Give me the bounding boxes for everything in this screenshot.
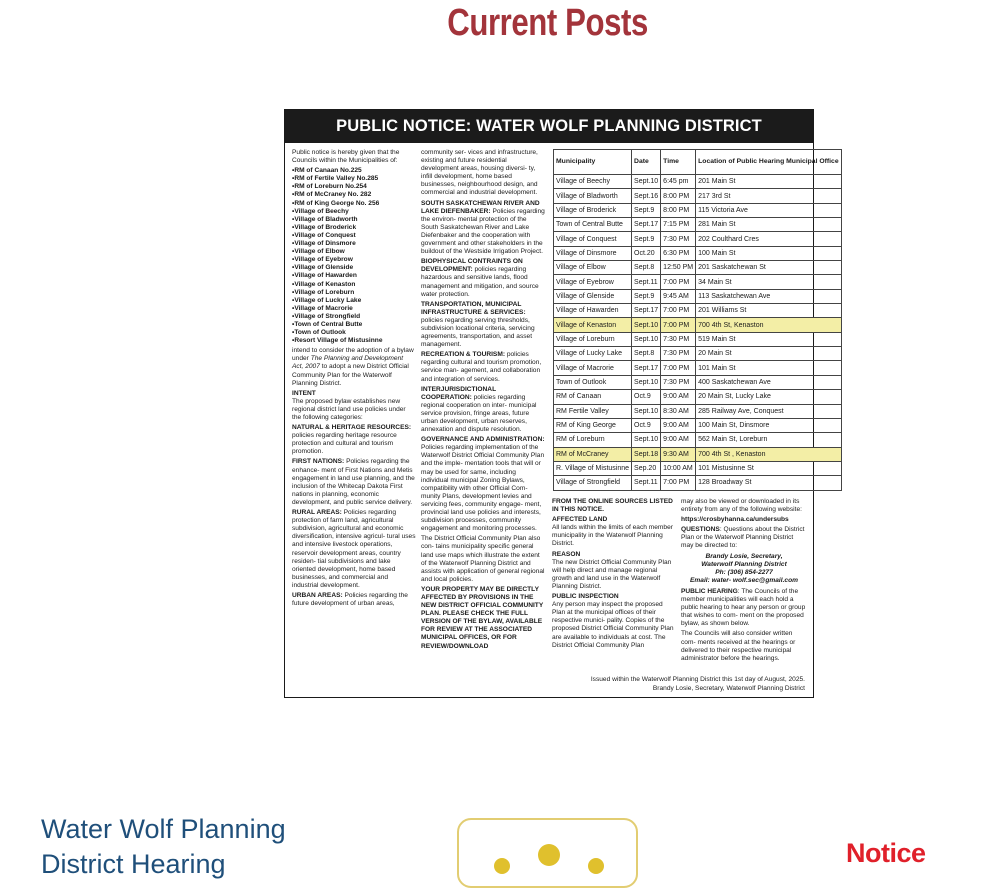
table-cell-time: 10:00 AM [661,461,696,475]
table-cell-time: 6:30 PM [661,246,696,260]
table-row [554,304,842,318]
table-row [554,433,842,447]
municipality-list-item: • Village of Kenaston [292,281,416,289]
table-cell-municipality: Village of Glenside [554,289,632,303]
intend-paragraph: intend to consider the adoption of a bylaw under The Planning and Development Act, 2007 to adopt a new District Official Community Plan for the Waterwolf Planning District. [292,347,414,387]
table-row [554,418,842,432]
table-cell-municipality: RM of McCraney [554,447,632,461]
contact-email: Email: water- wolf.sec@gmail.com [690,576,798,584]
table-cell-time: 9:30 AM [661,447,696,461]
table-cell-date: Sept.9 [632,289,661,303]
table-cell-location: 285 Railway Ave, Conquest [696,404,841,418]
table-cell-date: Sept.10 [632,175,661,189]
table-cell-municipality: Village of Eyebrow [554,275,632,289]
table-cell-municipality: RM of King George [554,418,632,432]
public-notice-image[interactable] [284,109,839,698]
table-cell-date: Sept.10 [632,433,661,447]
table-cell-date: Sept.10 [632,404,661,418]
table-cell-date: Sept.11 [632,275,661,289]
notice-banner: PUBLIC NOTICE: WATER WOLF PLANNING DISTRICT [285,110,813,143]
bio-paragraph: BIOPHYSICAL CONTRAINTS ON DEVELOPMENT: policies regarding hazardous and sensitive lands, flood management and mitigation, and source water protection. [421,258,539,298]
table-cell-date: Sep.20 [632,461,661,475]
table-cell-location: 128 Broadway St [696,476,841,490]
municipality-list-item: • Village of Broderick [292,224,416,232]
table-cell-time: 9:00 AM [661,418,696,432]
table-cell-location: 400 Saskatchewan Ave [696,375,841,389]
municipality-list-item: • Village of Strongfield [292,313,416,321]
table-cell-time: 7:00 PM [661,275,696,289]
recreation-paragraph: RECREATION & TOURISM: policies regarding cultural and tourism promotion, service man- agement, and collaboration and integration of services. [421,351,542,383]
municipality-list-item: • Village of Bladworth [292,216,416,224]
table-cell-municipality: Town of Outlook [554,375,632,389]
municipality-list-item: • Village of Conquest [292,232,416,240]
property-paragraph: YOUR PROPERTY MAY BE DIRECTLY AFFECTED BY PROVISIONS IN THE NEW DISTRICT OFFICIAL COMMUNITY PLAN. PLEASE CHECK THE FULL VERSION OF THE BYLAW, AVAILABLE FOR REVIEW AT THE ASSOCIATED MUNICIPAL OFFICES, OR FOR REVIEW/DOWNLOAD [421,585,544,650]
table-cell-date: Sept.17 [632,361,661,375]
notice-footer [505,676,805,693]
table-row [554,261,842,275]
table-cell-location: 113 Saskatchewan Ave [696,289,841,303]
notice-column-4 [681,498,807,665]
table-row [554,318,842,332]
download-text: may also be viewed or downloaded in its entirety from any of the following website: [681,498,802,514]
table-header-location: Location of Public Hearing Municipal Office [696,150,841,175]
reason-text: The new District Official Community Plan will help direct and manage regional growth and land use in the Waterwolf Planning District. [552,558,672,590]
table-cell-date: Sept.9 [632,203,661,217]
hearing-paragraph-2: The Councils will also consider written com- ments received at the hearings or delivered to their respective municipal administrator before the hearings. [681,630,796,662]
table-cell-date: Sept.9 [632,232,661,246]
municipality-list-item: • Village of Loreburn [292,289,416,297]
first-nations-paragraph: FIRST NATIONS: Policies regarding the enhance- ment of First Nations and Metis engagement in land use planning, and the inclusion of the Whitecap Dakota First nations in planning, economic development, and public service delivery. [292,458,415,506]
table-row [554,361,842,375]
post-card-notice-label[interactable]: Notice [846,838,926,868]
table-cell-time: 7:30 PM [661,375,696,389]
table-row [554,447,842,461]
table-cell-date: Sept.17 [632,304,661,318]
reason-heading: REASON [552,550,581,558]
table-cell-time: 7:00 PM [661,361,696,375]
hearing-paragraph: PUBLIC HEARING: The Councils of the member municipalities will each hold a public hearing to hear any person or group that wishes to com- ment on the proposed bylaw, as shown below. [681,587,806,628]
logo-dot-center [538,844,560,866]
municipality-list-item: • Village of Glenside [292,264,416,272]
municipality-list-item: • Town of Central Butte [292,321,416,329]
table-cell-location: 100 Main St [696,246,841,260]
table-cell-location: 101 Mistusinne St [696,461,841,475]
municipality-list-item: • Village of Macrorie [292,305,416,313]
table-cell-location: 281 Main St [696,218,841,232]
logo-dot-right [588,858,604,874]
table-row [554,390,842,404]
table-cell-location: 101 Main St [696,361,841,375]
table-row [554,332,842,346]
table-cell-location: 217 3rd St [696,189,841,203]
table-row [554,189,842,203]
table-cell-municipality: Village of Strongfield [554,476,632,490]
table-cell-location: 700 4th St, Kenaston [696,318,841,332]
table-row [554,203,842,217]
table-cell-location: 700 4th St , Kenaston [696,447,841,461]
inter-paragraph: INTERJURISDICTIONAL COOPERATION: policies regarding regional cooperation on inter- municipal service provision, fringe areas, future urban development, urban reserves, annexation and dispute resolution. [421,385,537,434]
table-cell-date: Oct.9 [632,390,661,404]
table-cell-municipality: Village of Dinsmore [554,246,632,260]
municipality-list-item: • RM of Canaan No.225 [292,167,416,175]
table-row [554,375,842,389]
municipality-list-item: • Village of Dinsmore [292,240,416,248]
online-text: FROM THE ONLINE SOURCES LISTED IN THIS NOTICE. [552,498,673,514]
transport-paragraph: TRANSPORTATION, MUNICIPAL INFRASTRUCTURE & SERVICES: policies regarding serving thresholds, subdivision locational criteria, servicing agreements, transportation, and asset management. [421,300,535,349]
table-cell-location: 115 Victoria Ave [696,203,841,217]
notice-intro: Public notice is hereby given that the Councils within the Municipalities of: [292,149,400,165]
table-cell-municipality: R. Village of Mistusinne [554,461,632,475]
table-cell-time: 7:15 PM [661,218,696,232]
table-cell-time: 9:00 AM [661,433,696,447]
table-cell-municipality: Village of Bladworth [554,189,632,203]
table-cell-municipality: Village of Beechy [554,175,632,189]
table-cell-date: Oct.20 [632,246,661,260]
notice-column-3 [552,498,677,652]
table-cell-municipality: Village of Broderick [554,203,632,217]
affected-text: All lands within the limits of each member municipality in the Waterwolf Planning District. [552,524,673,548]
table-cell-location: 201 Saskatchewan St [696,261,841,275]
table-cell-location: 20 Main St [696,347,841,361]
table-cell-date: Sept.10 [632,318,661,332]
table-row [554,275,842,289]
table-cell-location: 201 Williams St [696,304,841,318]
table-cell-time: 8:00 PM [661,189,696,203]
signed-line: Brandy Losie, Secretary, Waterwolf Planning District [652,684,805,692]
table-cell-location: 202 Coulthard Cres [696,232,841,246]
table-cell-time: 7:30 PM [661,232,696,246]
table-cell-date: Sept.18 [632,447,661,461]
table-cell-date: Sept.10 [632,332,661,346]
municipality-list-item: • RM of Fertile Valley No.285 [292,175,416,183]
table-cell-date: Sept.11 [632,476,661,490]
municipality-list-item: • Village of Beechy [292,208,416,216]
contact-phone: Ph: (306) 854-2277 [715,568,773,576]
intent-heading: INTENT [292,389,316,397]
table-row [554,246,842,260]
table-cell-date: Sept.16 [632,189,661,203]
table-cell-location: 201 Main St [696,175,841,189]
affected-heading: AFFECTED LAND [552,516,608,524]
table-cell-time: 9:45 AM [661,289,696,303]
post-card-title[interactable]: Water Wolf Planning District Hearing [41,814,286,879]
table-cell-time: 8:00 PM [661,203,696,217]
table-cell-municipality: Village of Elbow [554,261,632,275]
table-cell-location: 20 Main St, Lucky Lake [696,390,841,404]
issued-line: Issued within the Waterwolf Planning District this 1st day of August, 2025. [590,676,805,683]
table-row [554,476,842,490]
table-cell-municipality: Village of Macrorie [554,361,632,375]
table-cell-municipality: Town of Central Butte [554,218,632,232]
table-cell-location: 100 Main St, Dinsmore [696,418,841,432]
table-cell-date: Oct.9 [632,418,661,432]
table-cell-municipality: RM of Loreburn [554,433,632,447]
table-cell-time: 6:45 pm [661,175,696,189]
table-cell-time: 7:00 PM [661,318,696,332]
table-header-municipality: Municipality [554,150,632,175]
urban-paragraph: URBAN AREAS: Policies regarding the future development of urban areas, [292,591,408,608]
table-body [554,175,842,491]
municipality-list-item: • Town of Outlook [292,329,416,337]
table-cell-municipality: Village of Kenaston [554,318,632,332]
contact-name: Brandy Losie, Secretary, [705,552,783,560]
table-cell-location: 562 Main St, Loreburn [696,433,841,447]
municipality-list-item: • RM of McCraney No. 282 [292,191,416,199]
table-cell-municipality: Village of Conquest [554,232,632,246]
municipality-list-item: • Resort Village of Mistusinne [292,337,416,345]
table-row [554,175,842,189]
table-header-row [554,150,842,175]
district-paragraph: The District Official Community Plan also con- tains municipality specific general land use maps which illustrate the extent of the Waterwolf Planning District and assists with application of general regional and local policies. [421,535,545,583]
intent-text: The proposed bylaw establishes new regional district land use policies under the following categories: [292,397,406,421]
table-cell-municipality: RM Fertile Valley [554,404,632,418]
municipality-list [292,167,416,345]
hearing-schedule-table [553,149,842,491]
table-cell-location: 519 Main St [696,332,841,346]
table-cell-time: 7:30 PM [661,332,696,346]
table-header-time: Time [661,150,696,175]
notice-column-2 [421,149,545,653]
table-cell-time: 7:30 PM [661,347,696,361]
municipality-list-item: • RM of Loreburn No.254 [292,183,416,191]
municipality-list-item: • Village of Lucky Lake [292,297,416,305]
table-row [554,232,842,246]
table-row [554,461,842,475]
table-row [554,289,842,303]
governance-paragraph: GOVERNANCE AND ADMINISTRATION: Policies regarding implementation of the Waterwolf District Official Community Plan and the imple- mentation tools that will or may be used for same, including individual municipal Zoning Bylaws, compatibility with other Official Com- munity Plans, development levies and servicing fees, community engage- ment, provincial land use policies and interests, subdivision processes, community engagement and monitoring processes. [421,436,545,533]
table-cell-municipality: Village of Loreburn [554,332,632,346]
section-heading: Current Posts [447,2,648,44]
table-cell-time: 7:00 PM [661,304,696,318]
table-header-date: Date [632,150,661,175]
website-link[interactable]: https://crosbyhanna.ca/undersubs [681,516,789,524]
table-cell-date: Sept.10 [632,375,661,389]
table-cell-municipality: Village of Lucky Lake [554,347,632,361]
col2-intro: community ser- vices and infrastructure, existing and future residential development areas, housing diversi- ty, infill development, home based businesses, neighbourhood design, and commercial and industrial development. [421,149,538,197]
table-cell-location: 34 Main St [696,275,841,289]
table-row [554,347,842,361]
rural-paragraph: RURAL AREAS: Policies regarding protection of farm land, agricultural subdivision, agricultural and economic diversification, intensive agricul- tural uses and intensive livestock operations, reservoir development areas, country residen- tial subdivisions and lake oriented development, home based businesses, and commercial and industrial development. [292,509,416,589]
municipality-list-item: • RM of King George No. 256 [292,200,416,208]
logo-dot-left [494,858,510,874]
natural-paragraph: NATURAL & HERITAGE RESOURCES: policies regarding heritage resource protection and cultural and tourism promotion. [292,424,412,456]
table-row [554,218,842,232]
table-cell-time: 12:50 PM [661,261,696,275]
table-cell-time: 7:00 PM [661,476,696,490]
table-cell-date: Sept.8 [632,347,661,361]
contact-org: Waterwolf Planning District [701,560,787,568]
table-row [554,404,842,418]
questions-paragraph: QUESTIONS: Questions about the District Plan or the Waterwolf Planning District may be directed to: [681,526,805,550]
inspection-heading: PUBLIC INSPECTION [552,593,619,601]
municipality-list-item: • Village of Eyebrow [292,256,416,264]
table-cell-time: 9:00 AM [661,390,696,404]
municipality-list-item: • Village of Elbow [292,248,416,256]
table-cell-municipality: RM of Canaan [554,390,632,404]
table-cell-date: Sept.8 [632,261,661,275]
inspection-text: Any person may inspect the proposed Plan at the municipal offices of their respective munici- pality. Copies of the proposed District Official Community Plan are available to individuals at cost. The District Official Community Plan [552,601,674,649]
table-cell-time: 8:30 AM [661,404,696,418]
notice-column-1 [292,149,416,610]
post-card-logo[interactable] [457,818,638,888]
river-paragraph: SOUTH SASKATCHEWAN RIVER AND LAKE DIEFENBAKER: Policies regarding the environ- mental protection of the South Saskatchewan River and Lake Diefenbaker and the cooperation with government and other stakeholders in the buildout of the Westside Irrigation Project. [421,199,545,256]
table-cell-municipality: Village of Hawarden [554,304,632,318]
municipality-list-item: • Village of Hawarden [292,272,416,280]
table-cell-date: Sept.17 [632,218,661,232]
